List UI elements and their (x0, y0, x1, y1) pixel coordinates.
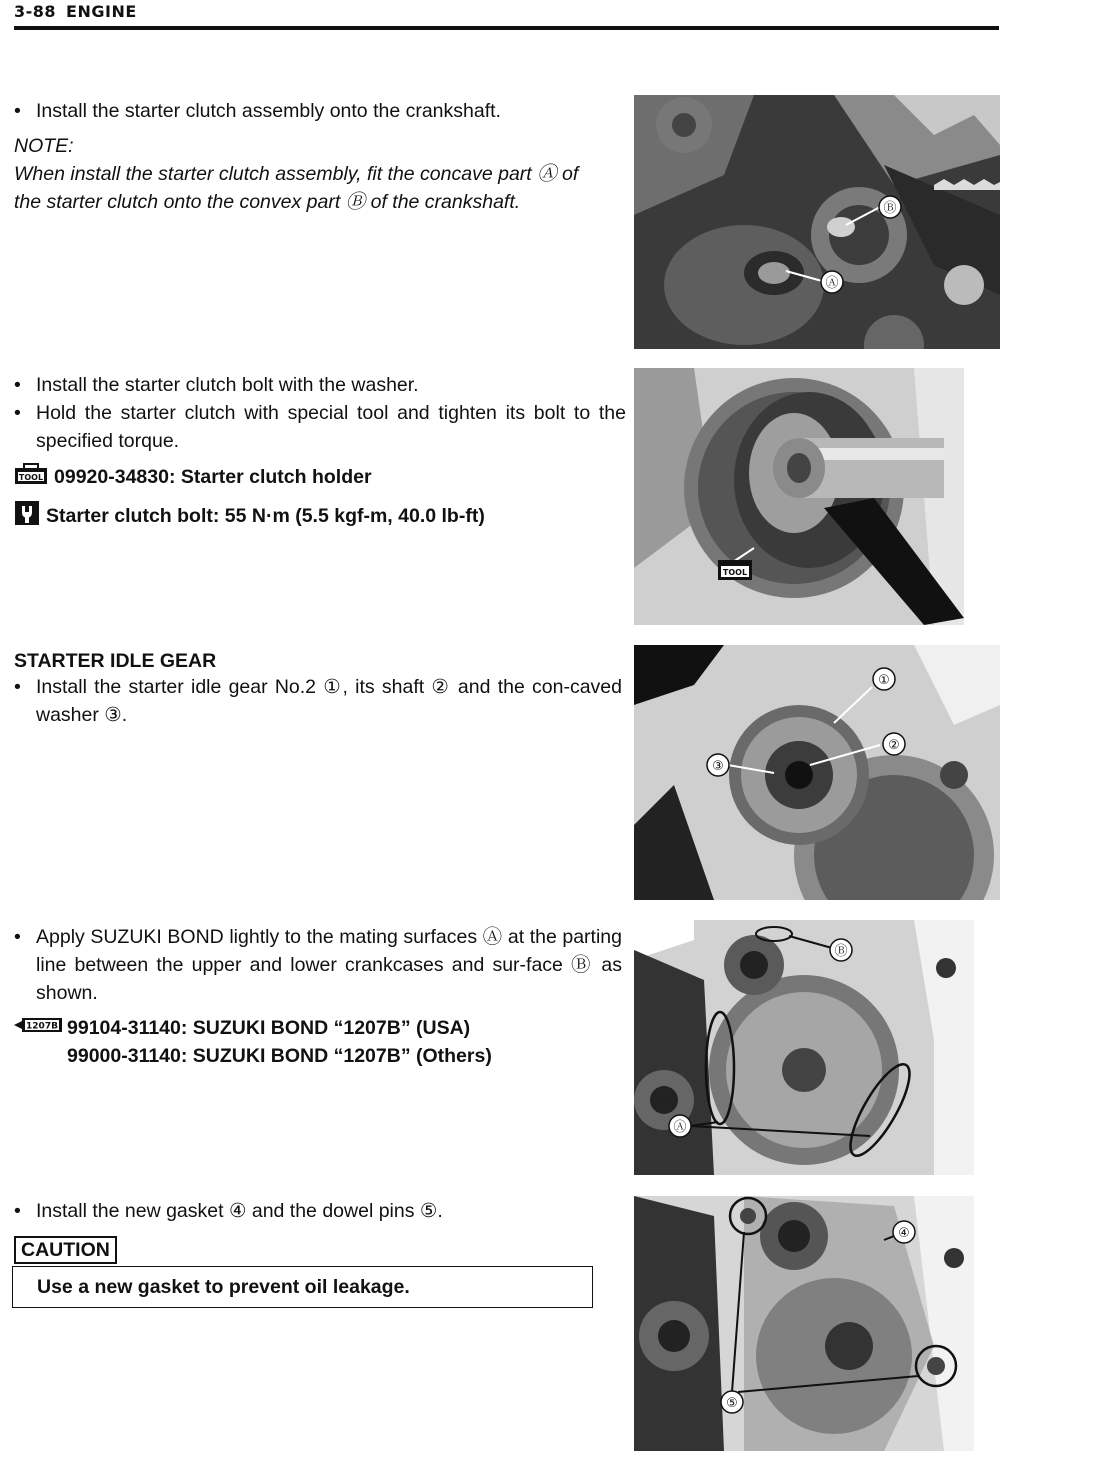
bond-tube-icon (14, 1015, 64, 1043)
step2-bullet1: • Install the starter clutch bolt with the washer. (14, 371, 626, 399)
caution-label: CAUTION (14, 1236, 117, 1264)
tool-icon-label: TOOL (18, 473, 44, 482)
caution-box (12, 1266, 593, 1308)
page-number: 3-88 (14, 2, 57, 21)
label-b: Ⓑ (883, 201, 897, 216)
header-rule (14, 26, 999, 30)
tool-spec-text: 09920-34830: Starter clutch holder (54, 466, 372, 489)
torque-spec-text: Starter clutch bolt: 55 N·m (5.5 kgf-m, 40.0 lb-ft) (46, 505, 485, 528)
step2-bullet2: • Hold the starter clutch with special tool and tighten its bolt to the specified torque. (14, 399, 626, 455)
photo-starter-idle-gear (634, 645, 1000, 900)
label-3: ③ (712, 759, 724, 774)
label-1: ① (878, 673, 890, 688)
photo-tool-label: TOOL (722, 568, 748, 577)
tool-icon (14, 463, 48, 493)
caution-text: Use a new gasket to prevent oil leakage. (37, 1276, 410, 1298)
step5-bullet: • Install the new gasket ④ and the dowel pins ⑤. (14, 1197, 626, 1225)
step1-bullet: • Install the starter clutch assembly onto the crankshaft. (14, 97, 626, 125)
label-a: Ⓐ (825, 276, 839, 291)
photo-suzuki-bond-surfaces (634, 920, 974, 1175)
torque-wrench-icon (14, 500, 40, 534)
label-b: Ⓑ (834, 944, 848, 959)
label-a: Ⓐ (673, 1120, 687, 1135)
section-title: ENGINE (66, 2, 137, 21)
label-2: ② (888, 738, 900, 753)
note-heading: NOTE: (14, 135, 74, 157)
photo-starter-clutch-holder (634, 368, 964, 625)
bond-spec-line1 (14, 1014, 470, 1043)
bond-line1-text: 99104-31140: SUZUKI BOND “1207B” (USA) (67, 1017, 471, 1039)
label-4: ④ (898, 1226, 910, 1241)
starter-idle-gear-heading: STARTER IDLE GEAR (14, 650, 217, 672)
bond-icon-label: 1207B (26, 1021, 58, 1032)
label-5: ⑤ (726, 1396, 738, 1411)
photo-gasket-dowel-pins (634, 1196, 974, 1451)
torque-spec (14, 500, 485, 534)
photo-starter-clutch-crankshaft (634, 95, 1000, 349)
step4-bullet: • Apply SUZUKI BOND lightly to the mating surfaces Ⓐ at the parting line between the upper and lower crankcases and sur-face Ⓑ as shown. (14, 923, 622, 1007)
page-header (14, 2, 137, 21)
note-text: When install the starter clutch assembly, fit the concave part Ⓐ of the starter clutch onto the convex part Ⓑ of the crankshaft. (14, 163, 579, 213)
bond-spec-line2: 99000-31140: SUZUKI BOND “1207B” (Others) (67, 1045, 492, 1067)
step3-bullet: • Install the starter idle gear No.2 ①, its shaft ② and the con-caved washer ③. (14, 673, 622, 729)
tool-spec (14, 463, 372, 493)
